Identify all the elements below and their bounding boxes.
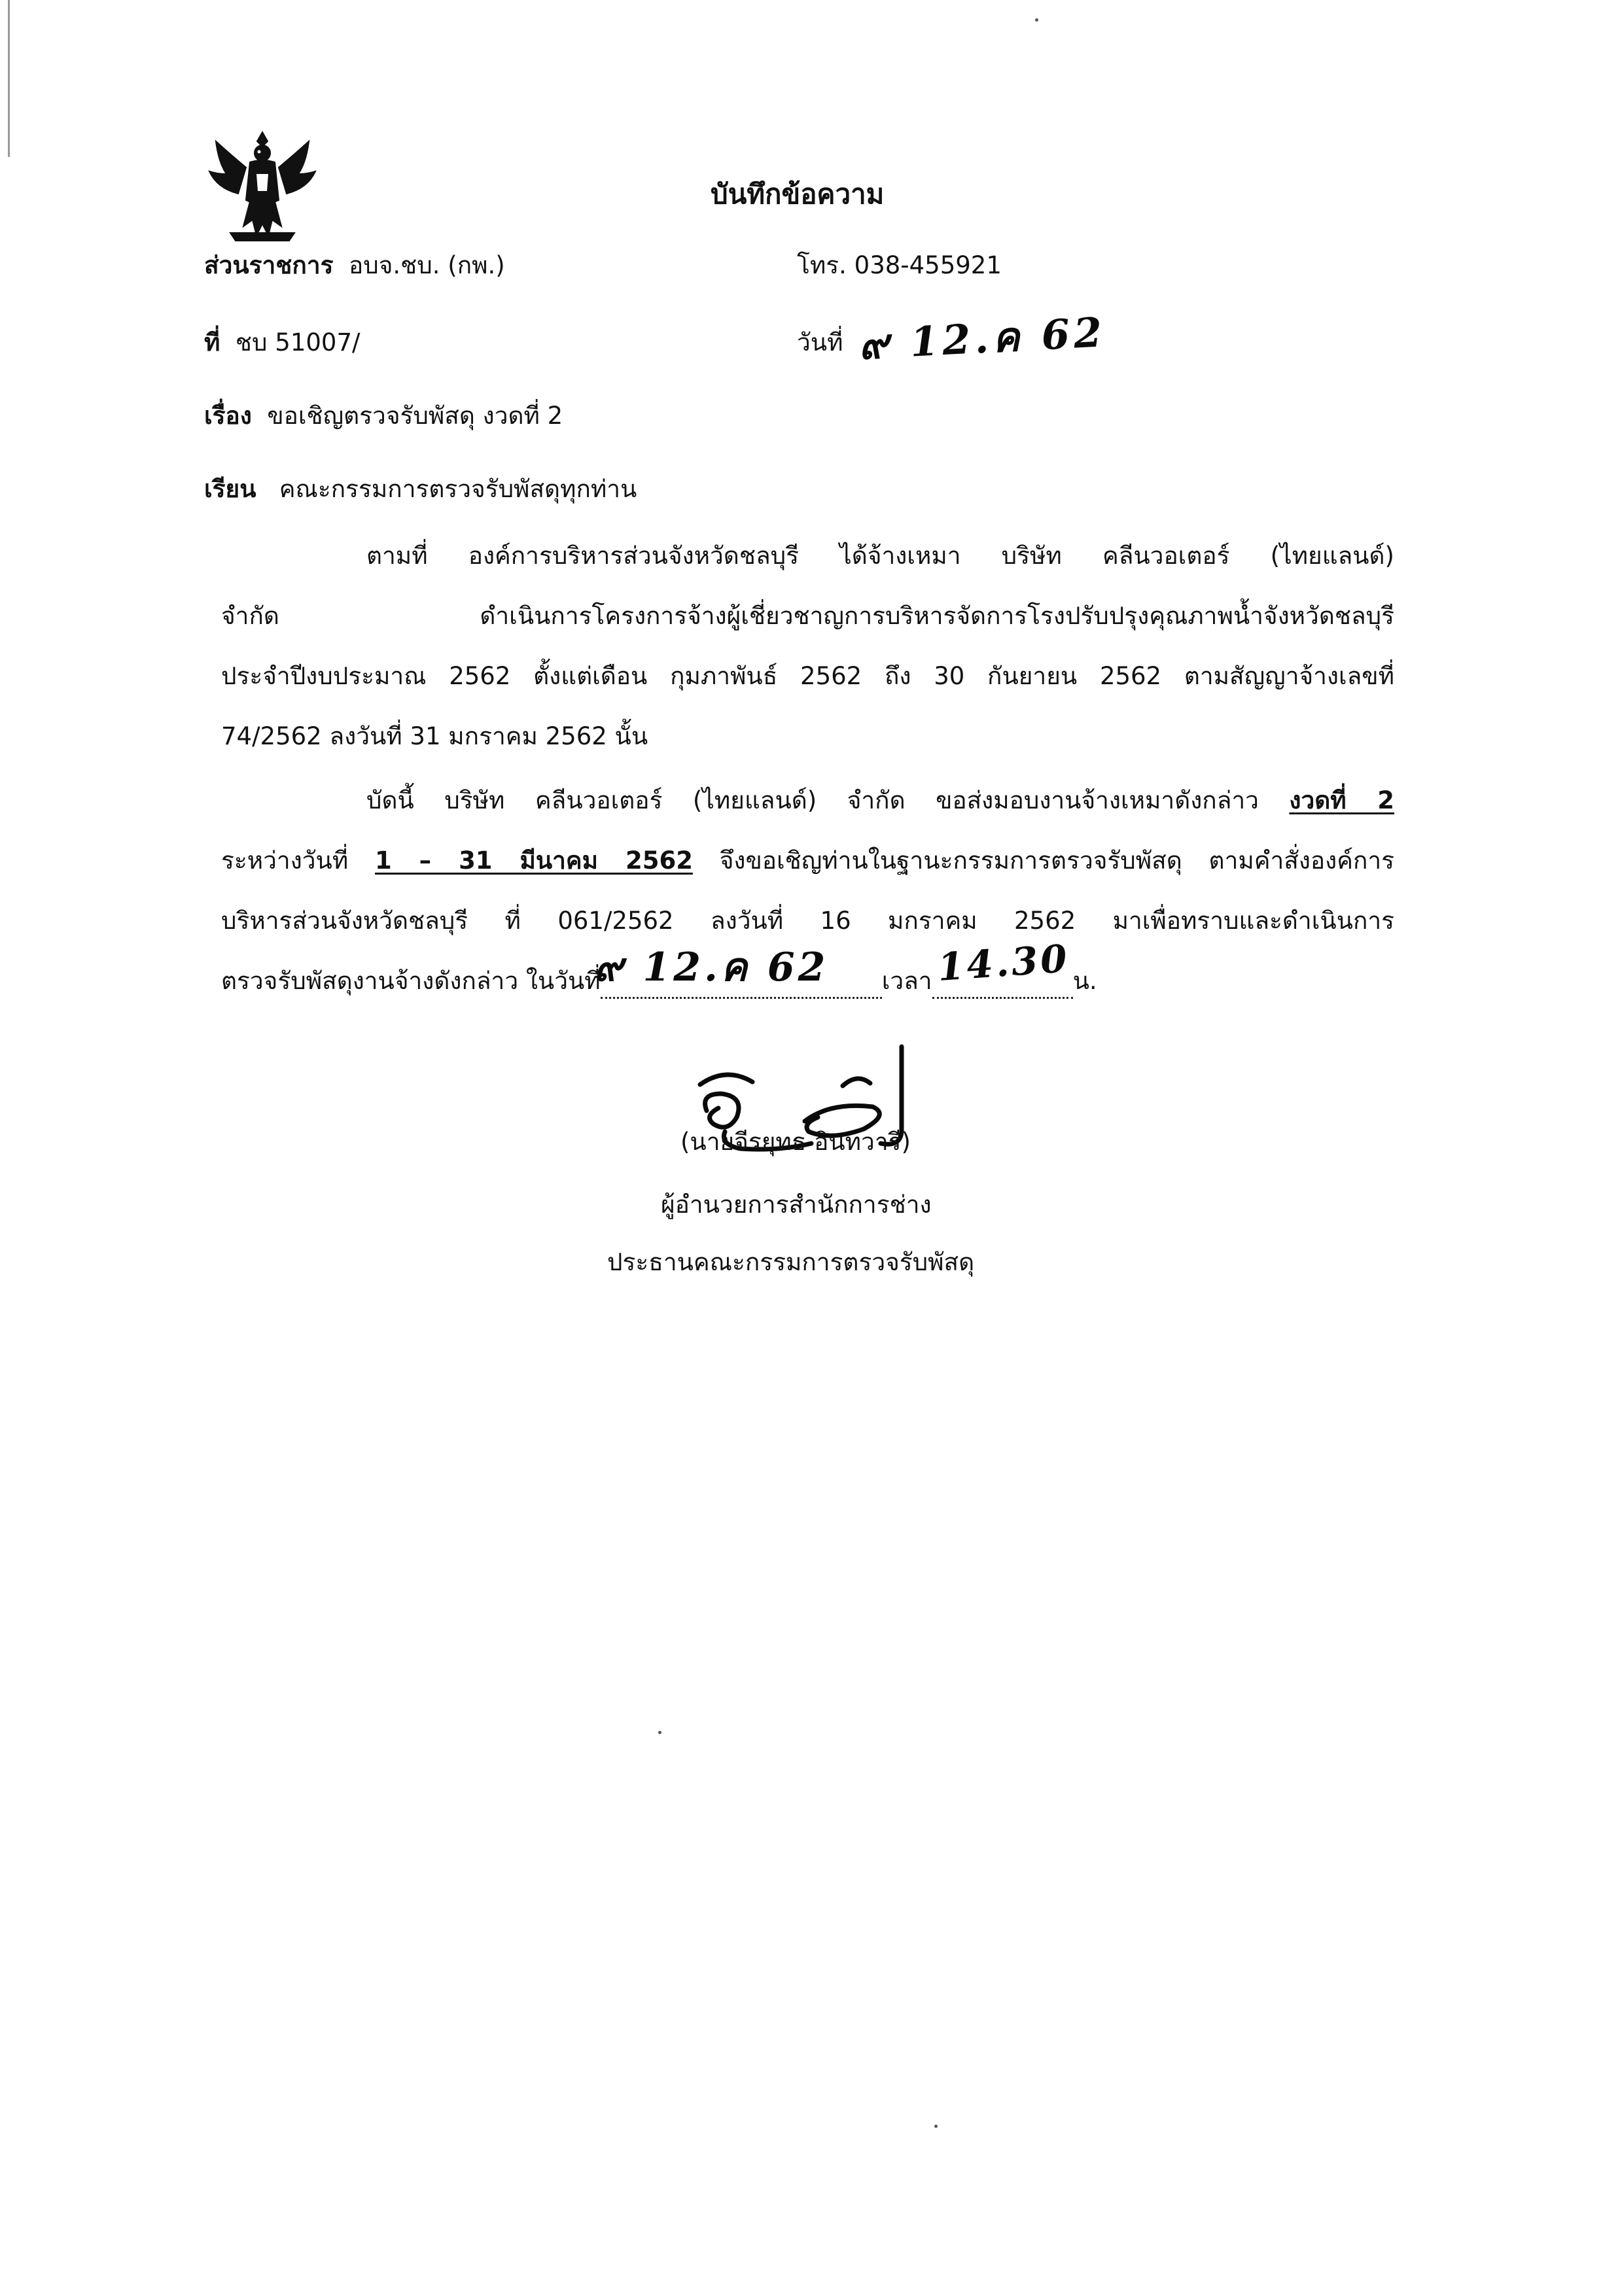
handwritten-inspection-date: ๙ 12.ค 62 [593,945,829,991]
paragraph-2 [221,785,1394,1026]
handwritten-inspection-time: 14.30 [936,935,1071,990]
signatory-name: (นายจีรยุทธ อินทวารี) [680,1128,911,1156]
paragraph-1 [221,540,1394,781]
subject-row [204,400,563,432]
reference-value: ชบ 51007/ [235,328,361,357]
paragraph-text: จึงขอเชิญท่านในฐานะกรรมการตรวจรับพัสดุ ตามคำสั่งองค์การ [719,846,1395,875]
agency-value: อบจ.ชบ. (กพ.) [349,251,505,279]
agency-label: ส่วนราชการ [204,251,334,279]
paragraph-line [221,935,1394,1026]
paragraph-line: ประจำปีงบประมาณ 2562 ตั้งแต่เดือน กุมภาพันธ์ 2562 ถึง 30 กันยายน 2562 ตามสัญญาจ้างเลขที่ [221,662,1394,690]
scan-speck [934,2125,938,2128]
phone-number: โทร. 038-455921 [797,251,1002,279]
scan-edge-line [8,0,10,157]
paragraph-line: ตามที่ องค์การบริหารส่วนจังหวัดชลบุรี ได้จ้างเหมา บริษัท คลีนวอเตอร์ (ไทยแลนด์) [366,542,1394,570]
signatory-position: ผู้อำนวยการสำนักการช่าง [661,1191,932,1219]
signatory-committee-role: ประธานคณะกรรมการตรวจรับพัสดุ [607,1248,975,1276]
recipient-row [204,474,637,505]
installment-emphasis: งวดที่ 2 [1289,786,1395,814]
subject-value: ขอเชิญตรวจรับพัสดุ งวดที่ 2 [267,402,563,430]
garuda-emblem-icon [204,128,321,245]
agency-row [204,250,505,281]
paragraph-text: บัดนี้ บริษัท คลีนวอเตอร์ (ไทยแลนด์) จำกัด ขอส่งมอบงานจ้างเหมาดังกล่าว [366,786,1259,814]
paragraph-text: ตรวจรับพัสดุงานจ้างดังกล่าว ในวันที่ [221,967,601,995]
time-label: เวลา [881,967,932,995]
paragraph-line: 74/2562 ลงวันที่ 31 มกราคม 2562 นั้น [221,722,648,750]
scan-speck [658,1731,661,1734]
memo-title: บันทึกข้อความ [711,178,885,210]
reference-label: ที่ [204,328,220,357]
date-row [797,327,843,358]
period-emphasis: 1 – 31 มีนาคม 2562 [375,846,693,875]
scan-speck [1035,18,1038,22]
recipient-value: คณะกรรมการตรวจรับพัสดุทุกท่าน [279,475,637,503]
date-label: วันที่ [797,328,843,357]
paragraph-line: บริหารส่วนจังหวัดชลบุรี ที่ 061/2562 ลงวันที่ 16 มกราคม 2562 มาเพื่อทราบและดำเนินการ [221,907,1394,935]
paragraph-text: ระหว่างวันที่ [221,846,349,875]
recipient-label: เรียน [204,475,256,503]
reference-row [204,327,360,358]
time-fill-field [932,935,1073,999]
paragraph-line [366,785,1394,845]
handwritten-date: ๙ 12.ค 62 [857,308,1107,369]
paragraph-line: จำกัด ดำเนินการโครงการจ้างผู้เชี่ยวชาญการบริหารจัดการโรงปรับปรุงคุณภาพน้ำจังหวัดชลบุรี [221,602,1394,630]
date-fill-field [593,945,882,999]
time-unit: น. [1072,967,1097,995]
paragraph-line [221,845,1394,905]
subject-label: เรื่อง [204,402,252,430]
